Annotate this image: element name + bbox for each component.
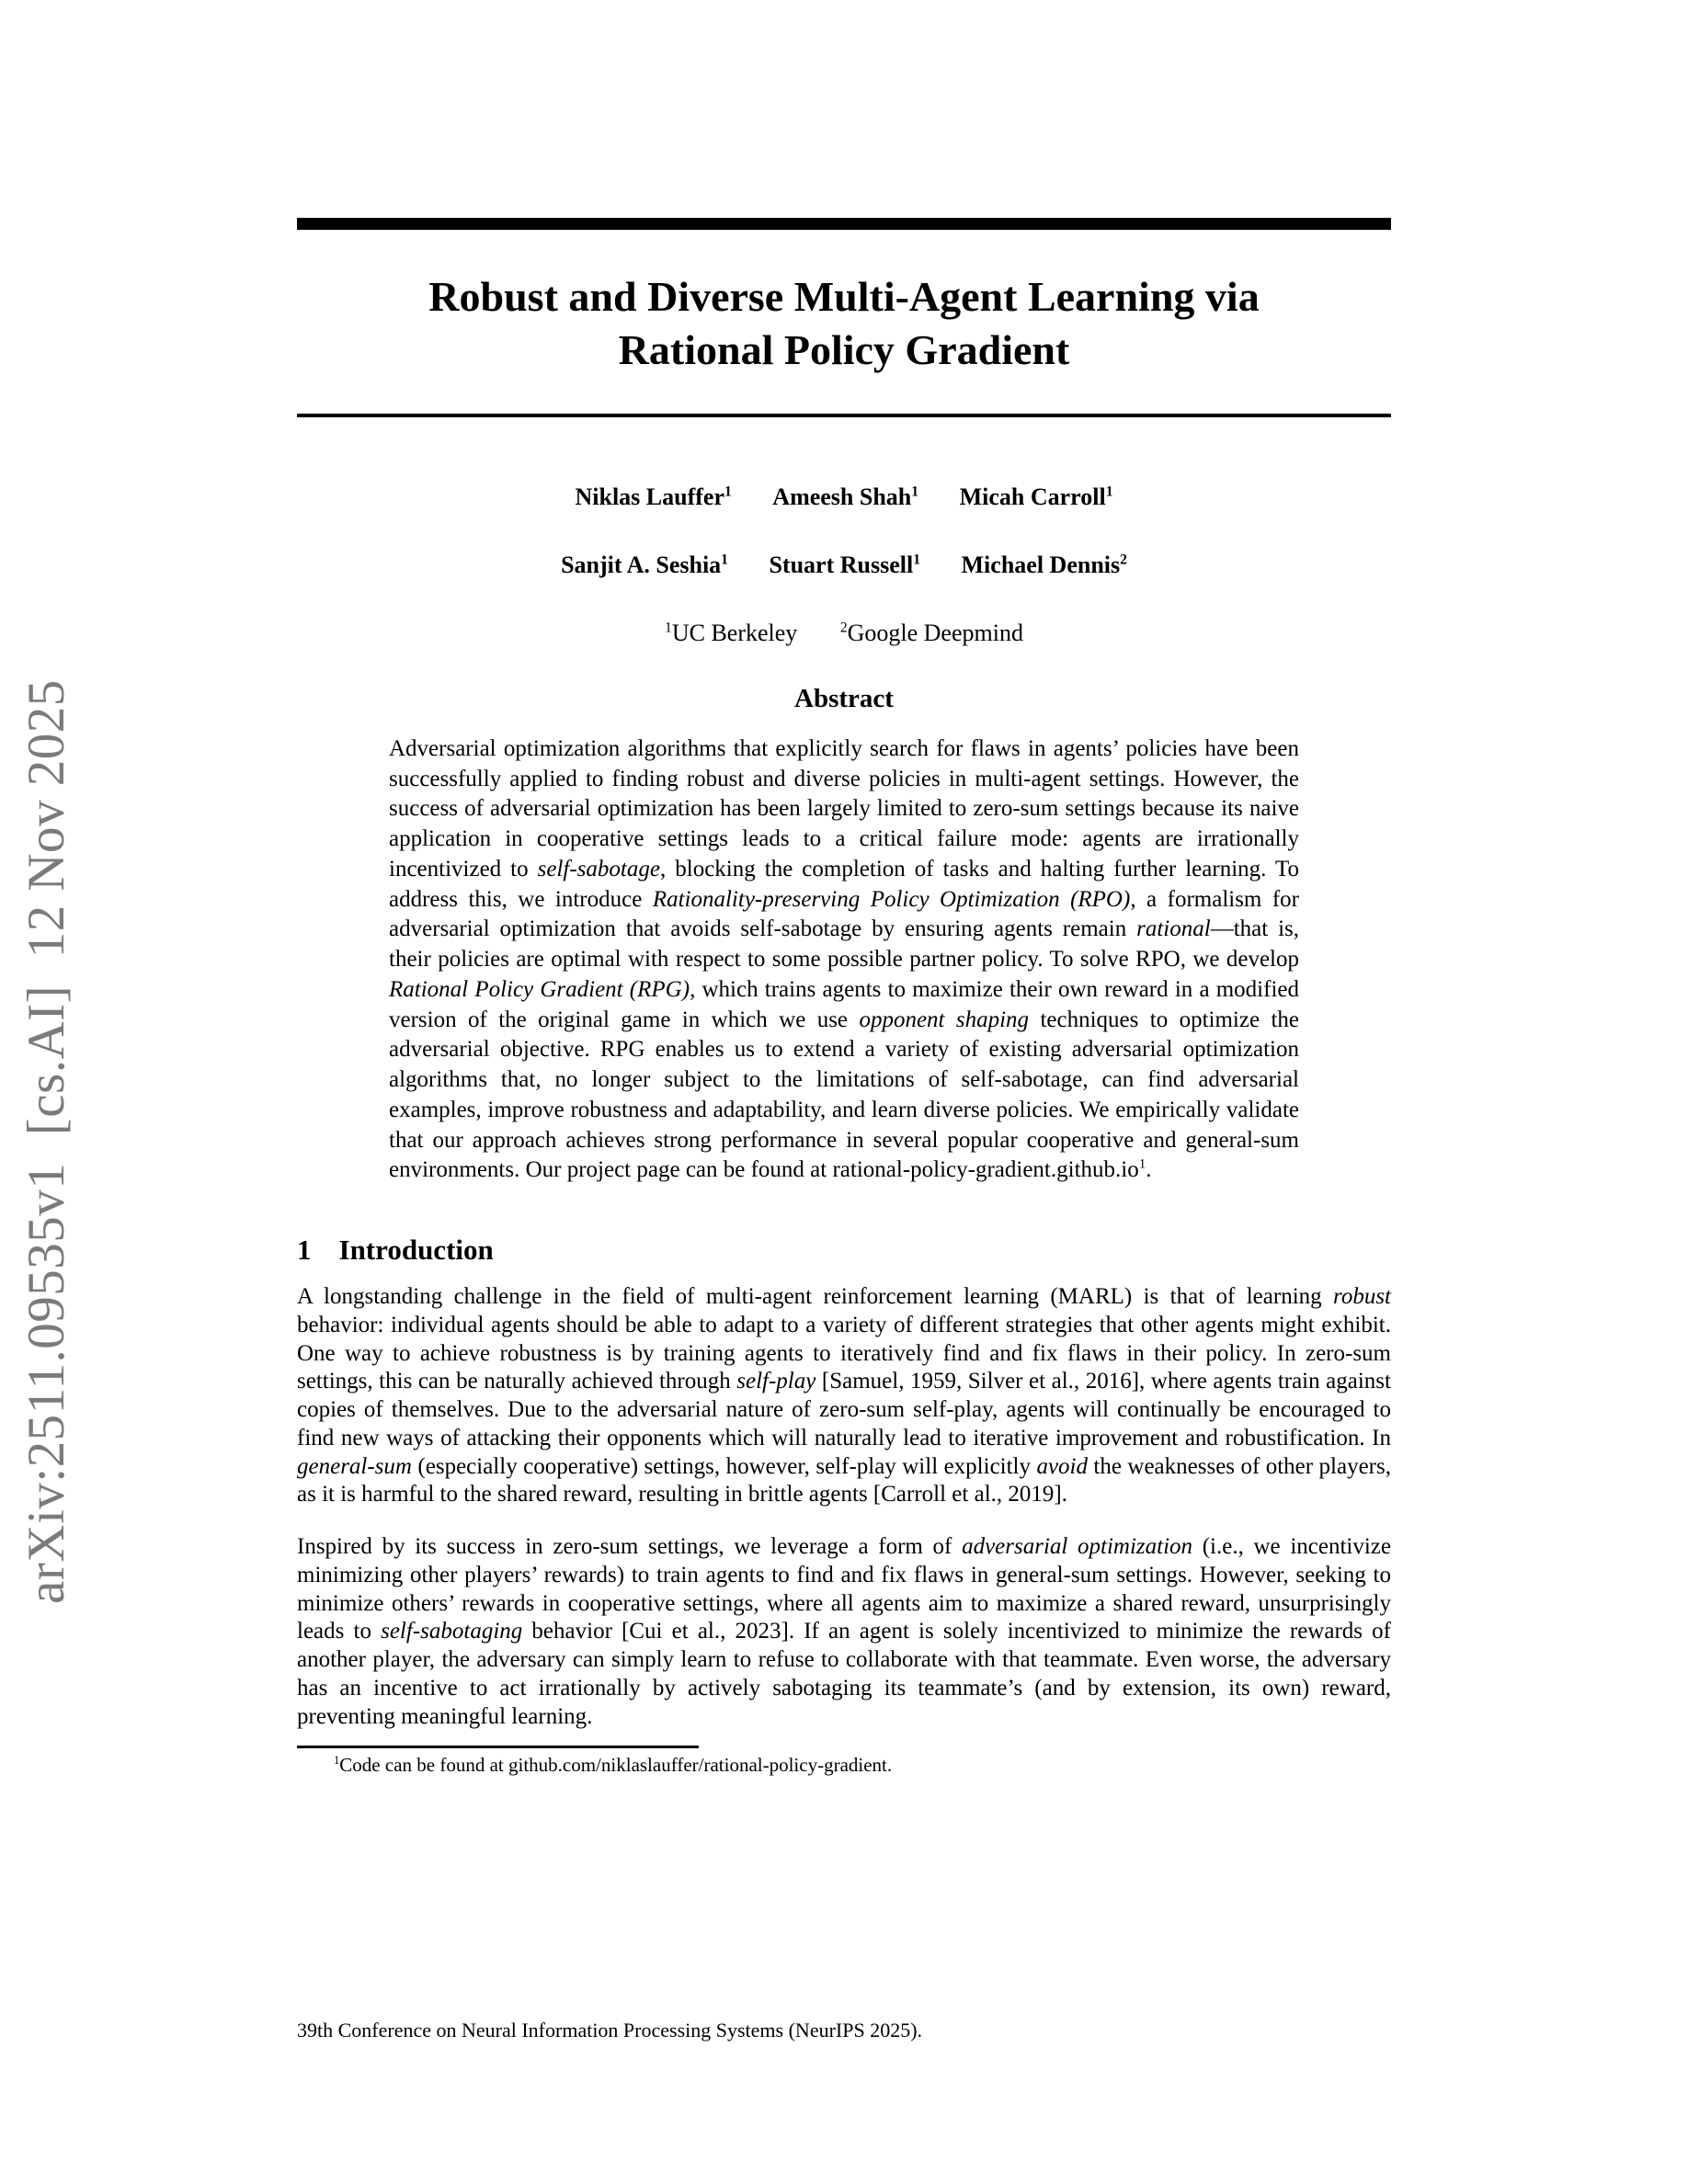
footnote-marker: 1 <box>334 1754 340 1768</box>
author-affiliation-marker: 1 <box>911 483 919 500</box>
author-affiliation-marker: 1 <box>721 552 728 568</box>
author-michael-dennis <box>962 552 1127 578</box>
author-sanjit-seshia <box>561 552 728 578</box>
footnote <box>297 1754 1391 1777</box>
section-number: 1 <box>297 1234 312 1267</box>
abstract-heading: Abstract <box>794 683 894 713</box>
author-name: Michael Dennis <box>961 551 1121 578</box>
author-name: Stuart Russell <box>769 551 914 578</box>
author-name: Niklas Lauffer <box>575 483 724 510</box>
intro-paragraph-2: Inspired by its success in zero-sum settings, we leverage a form of adversarial optimization (i.e., we incentivize minimizing other players’ rewards) to train agents to find and fix flaws in general-sum settings. However, seeking to minimize others’ rewards in cooperative settings, where all agents aim to maximize a shared reward, unsurprisingly leads to self-sabotaging behavior [Cui et al., 2023]. If an agent is solely incentivized to minimize the rewards of another player, the adversary can simply learn to refuse to collaborate with that teammate. Even worse, the adversary has an incentive to act irrationally by actively sabotaging its teammate’s (and by extension, its own) reward, preventing meaningful learning. <box>297 1534 1391 1729</box>
abstract-text: Adversarial optimization algorithms that explicitly search for flaws in agents’ policies have been successfully applied to finding robust and diverse policies in multi-agent settings. However, the success of adversarial optimization has been largely limited to zero-sum settings because its naive application in cooperative settings leads to a critical failure mode: agents are irrationally incentivized to self-sabotage, blocking the completion of tasks and halting further learning. To address this, we introduce Rationality-preserving Policy Optimization (RPO), a formalism for adversarial optimization that avoids self-sabotage by ensuring agents remain rational—that is, their policies are optimal with respect to some possible partner policy. To solve RPO, we develop Rational Policy Gradient (RPG), which trains agents to maximize their own reward in a modified version of the original game in which we use opponent shaping techniques to optimize the adversarial objective. RPG enables us to extend a variety of existing adversarial optimization algorithms that, no longer subject to the limitations of self-sabotage, can find adversarial examples, improve robustness and adaptability, and learn diverse policies. We empirically validate that our approach achieves strong performance in several popular cooperative and general-sum environments. Our project page can be found at rational-$policy-gradient.github.io^1$. <box>389 735 1300 1183</box>
affiliation-uc-berkeley <box>665 620 797 646</box>
footnote-text: Code can be found at github.com/niklaslauffer/rational-policy-gradient. <box>339 1754 893 1777</box>
conference-footer: 39th Conference on Neural Information Processing Systems (NeurIPS 2025). <box>297 2019 923 2042</box>
author-row-1 <box>297 483 1391 511</box>
affiliation-google-deepmind <box>840 620 1023 646</box>
author-micah-carroll <box>960 483 1113 510</box>
author-name: Micah Carroll <box>959 483 1106 510</box>
section-title: Introduction <box>338 1234 494 1267</box>
affiliation-marker: 1 <box>665 620 672 636</box>
affiliation-name: UC Berkeley <box>671 619 798 646</box>
author-affiliation-marker: 2 <box>1120 552 1127 568</box>
affiliation-marker: 2 <box>839 620 848 636</box>
author-name: Sanjit A. Seshia <box>561 551 722 578</box>
intro-paragraph-1: A longstanding challenge in the field of multi-agent reinforcement learning (MARL) is that of learning robust behavior: individual agents should be able to adapt to a variety of different strategies that other agents might exhibit. One way to achieve robustness is by training agents to iteratively find and fix flaws in their policy. In zero-sum settings, this can be naturally achieved through self-play [Samuel, 1959, Silver et al., 2016], where agents train against copies of themselves. Due to the adversarial nature of zero-sum self-play, agents will continually be encouraged to find new ways of attacking their opponents which will naturally lead to iterative improvement and robustification. In general-sum (especially cooperative) settings, however, self-play will explicitly avoid the weaknesses of other players, as it is harmful to the shared reward, resulting in brittle agents [Carroll et al., 2019]. <box>297 1284 1391 1507</box>
title-line-2: Rational Policy Gradient <box>618 325 1070 373</box>
section-1-heading <box>297 1234 1391 1267</box>
author-stuart-russell <box>769 552 920 578</box>
title-rule <box>297 414 1391 417</box>
paper-page <box>297 218 1391 1777</box>
author-affiliation-marker: 1 <box>913 552 921 568</box>
author-ameesh-shah <box>772 483 918 510</box>
author-name: Ameesh Shah <box>772 483 912 510</box>
arxiv-watermark: arXiv:2511.09535v1 [cs.AI] 12 Nov 2025 <box>17 679 75 1604</box>
title-line-1: Robust and Diverse Multi-Agent Learning via <box>428 273 1260 320</box>
top-rule <box>297 218 1391 230</box>
paper-title <box>297 270 1391 377</box>
author-affiliation-marker: 1 <box>724 483 732 500</box>
author-affiliation-marker: 1 <box>1105 483 1113 500</box>
author-niklas-lauffer <box>576 483 732 510</box>
footnote-divider <box>297 1746 699 1748</box>
affiliation-name: Google Deepmind <box>847 619 1023 646</box>
affiliations-row <box>297 620 1391 647</box>
author-row-2 <box>297 552 1391 579</box>
